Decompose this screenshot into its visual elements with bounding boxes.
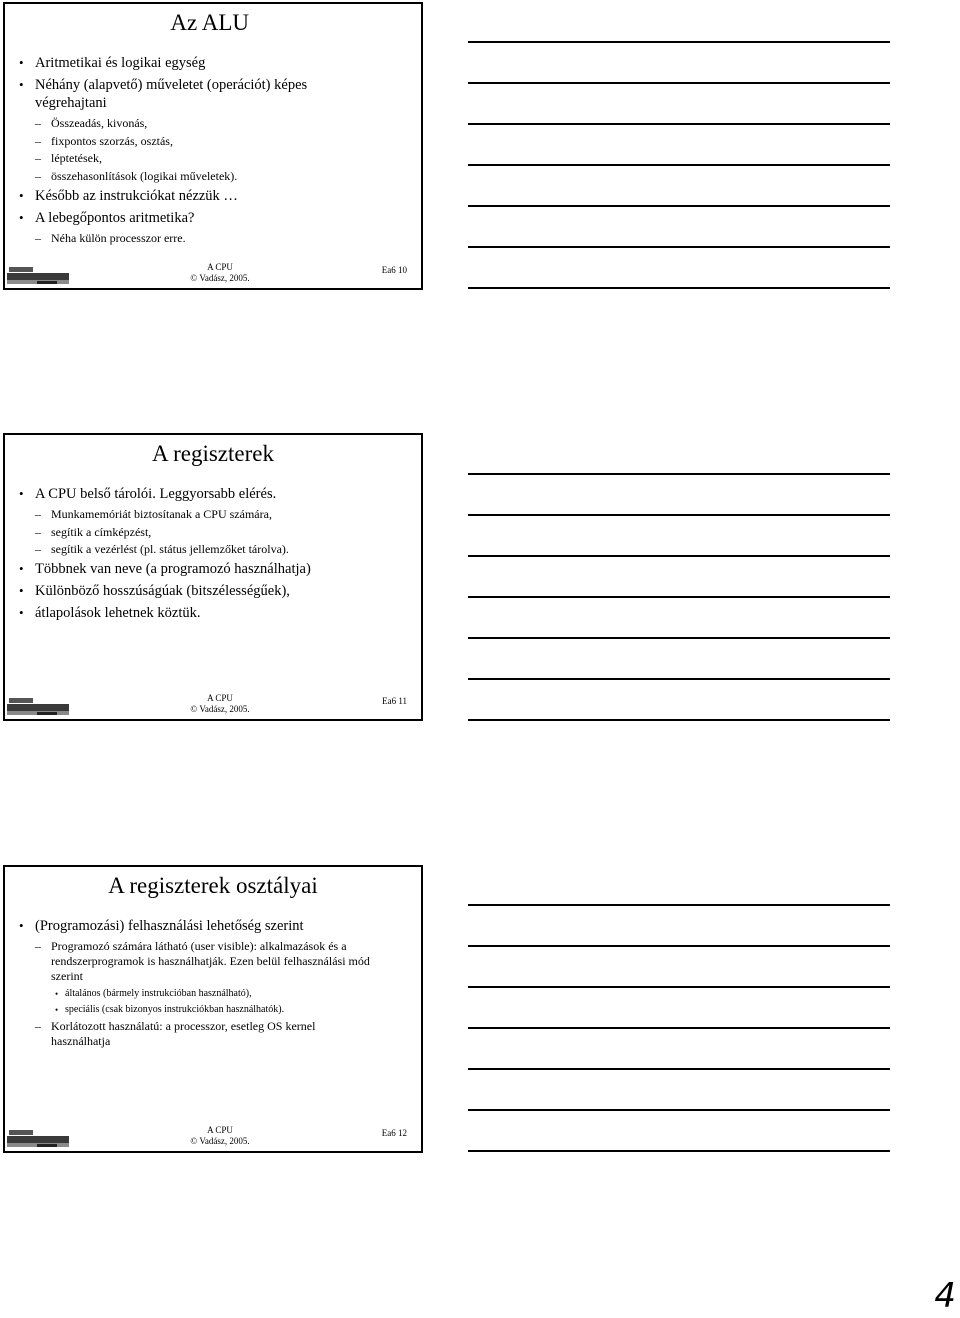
note-line: [468, 473, 890, 475]
note-line: [468, 82, 890, 84]
bullet: • Néhány (alapvető) műveletet (operációt) képes végrehajtani: [19, 76, 365, 112]
note-line: [468, 123, 890, 125]
sub-bullet: – Korlátozott használatú: a processzor, esetleg OS kernel használhatja: [19, 1019, 351, 1049]
note-line: [468, 246, 890, 248]
note-line: [468, 1150, 890, 1152]
bullet: • Többnek van neve (a programozó használhatja): [19, 560, 411, 578]
note-line: [468, 596, 890, 598]
slide-footer: [5, 1123, 421, 1151]
note-line: [468, 904, 890, 906]
footer-topic: A CPU: [207, 1125, 233, 1135]
slide-footer: [5, 691, 421, 719]
note-line: [468, 1068, 890, 1070]
sub-bullet: – Összeadás, kivonás,: [19, 116, 411, 131]
slide-number: Ea6 12: [381, 1128, 407, 1138]
logo: [7, 1129, 69, 1147]
bullet: • A CPU belső tárolói. Leggyorsabb elérés.: [19, 485, 411, 503]
note-line: [468, 555, 890, 557]
slide-number: Ea6 11: [382, 696, 407, 706]
sub-bullet: – Munkamemóriát biztosítanak a CPU számára,: [19, 507, 411, 522]
sub-bullet: – léptetések,: [19, 151, 411, 166]
sub-sub-bullet: • általános (bármely instrukcióban használható),: [19, 987, 411, 1001]
slide-title: A regiszterek osztályai: [108, 873, 318, 898]
footer-center: [180, 262, 260, 284]
slide-register-classes: [3, 865, 423, 1153]
sub-bullet: – segítik a vezérlést (pl. státus jellemzőket tárolva).: [19, 542, 411, 557]
note-line: [468, 945, 890, 947]
sub-sub-bullet: • speciális (csak bizonyos instrukciókban használhatók).: [19, 1003, 411, 1017]
footer-copyright: © Vadász, 2005.: [190, 704, 250, 714]
page-number: 4: [934, 1276, 956, 1316]
note-line: [468, 1109, 890, 1111]
note-line: [468, 514, 890, 516]
sub-bullet: – segítik a címképzést,: [19, 525, 411, 540]
note-line: [468, 986, 890, 988]
sub-bullet: – fixpontos szorzás, osztás,: [19, 134, 411, 149]
note-line: [468, 164, 890, 166]
bullet: • (Programozási) felhasználási lehetőség szerint: [19, 917, 411, 935]
note-line: [468, 637, 890, 639]
slide-content: [19, 485, 411, 626]
slide-title: Az ALU: [170, 10, 249, 35]
footer-topic: A CPU: [207, 262, 233, 272]
bullet: • A lebegőpontos aritmetika?: [19, 209, 411, 227]
notes-lines-1: [468, 41, 890, 328]
note-line: [468, 719, 890, 721]
note-line: [468, 205, 890, 207]
sub-bullet: – Néha külön processzor erre.: [19, 231, 411, 246]
note-line: [468, 287, 890, 289]
footer-copyright: © Vadász, 2005.: [190, 1136, 250, 1146]
note-line: [468, 41, 890, 43]
logo: [7, 266, 69, 284]
sub-bullet: – Programozó számára látható (user visible): alkalmazások és a rendszerprogramok is használhatják. Ezen belül felhasználási mód szerint: [19, 939, 371, 984]
bullet: • Különböző hosszúságúak (bitszélességűek),: [19, 582, 411, 600]
slide-content: [19, 54, 411, 248]
bullet: • Később az instrukciókat nézzük …: [19, 187, 411, 205]
sub-bullet: – összehasonlítások (logikai műveletek).: [19, 169, 411, 184]
bullet: • Aritmetikai és logikai egység: [19, 54, 411, 72]
slide-alu: [3, 2, 423, 290]
slide-registers: [3, 433, 423, 721]
notes-lines-3: [468, 904, 890, 1191]
slide-number: Ea6 10: [381, 265, 407, 275]
slide-footer: [5, 260, 421, 288]
note-line: [468, 1027, 890, 1029]
notes-lines-2: [468, 473, 890, 760]
footer-center: [180, 693, 260, 715]
footer-copyright: © Vadász, 2005.: [190, 273, 250, 283]
footer-center: [180, 1125, 260, 1147]
bullet: • átlapolások lehetnek köztük.: [19, 604, 411, 622]
footer-topic: A CPU: [207, 693, 233, 703]
logo: [7, 697, 69, 715]
slide-content: [19, 917, 411, 1051]
note-line: [468, 678, 890, 680]
slide-title: A regiszterek: [152, 441, 274, 466]
